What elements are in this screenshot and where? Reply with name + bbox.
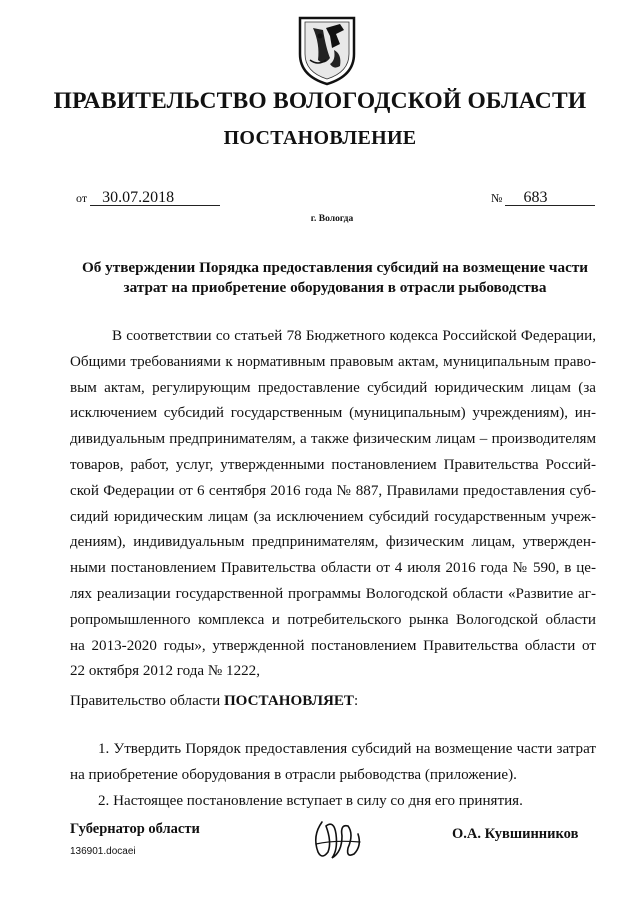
date-prefix: от <box>76 191 88 205</box>
decree-word: ПОСТАНОВЛЯЕТ <box>223 693 354 709</box>
preamble-line: Общими требованиями к нормативным правовым актам, муниципальным право- <box>70 353 596 370</box>
number-prefix: № <box>491 191 503 205</box>
preamble-line: на 2013-2020 годы», утвержденной постановлением Правительства области от <box>70 637 596 654</box>
resolution-item-1 <box>70 736 596 788</box>
coat-of-arms-icon <box>296 14 358 86</box>
file-reference: 136901.docaei <box>70 846 136 857</box>
item-line: на приобретение оборудования в отрасли рыбоводства (приложение). <box>70 767 517 783</box>
preamble-line: сидий юридическим лицам (за исключением субсидий государственным учреж- <box>70 508 596 525</box>
item-line: 2. Настоящее постановление вступает в силу со дня его принятия. <box>98 793 523 809</box>
preamble-line: ропромышленного комплекса и потребительского рынка Вологодской области <box>70 611 596 628</box>
date-value: 30.07.2018 <box>90 190 220 206</box>
preamble-line: В соответствии со статьей 78 Бюджетного кодекса Российской Федерации, <box>112 328 596 344</box>
date-field <box>76 190 220 206</box>
decree-line <box>70 693 358 710</box>
preamble-line: лях реализации государственной программы Вологодской области «Развитие аг- <box>70 585 596 602</box>
item-line: 1. Утвердить Порядок предоставления субсидий на возмещение части затрат <box>98 741 596 757</box>
subject-line: затрат на приобретение оборудования в отрасли рыбоводства <box>123 279 547 296</box>
preamble-line: 22 октября 2012 года № 1222, <box>70 663 261 680</box>
number-field <box>491 190 595 206</box>
signer-name: О.А. Кувшинников <box>452 826 579 842</box>
preamble-line: исключением субсидий государственным (муниципальным) учреждениям), ин- <box>70 405 596 422</box>
decree-suffix: : <box>353 693 359 709</box>
city: г. Вологда <box>310 214 354 224</box>
preamble-line: дениям), индивидуальным предпринимателям, физическим лицам, утвержден- <box>70 534 596 551</box>
preamble-line: ской Федерации от 6 сентября 2016 года № 887, Правилами предоставления суб- <box>70 482 596 499</box>
decree-prefix: Правительство области <box>70 693 224 709</box>
preamble-line: дивидуальным предпринимателям, а также физическим лицам – производителям <box>70 431 596 448</box>
preamble <box>70 324 596 685</box>
document-type: ПОСТАНОВЛЕНИЕ <box>223 127 417 149</box>
government-title: ПРАВИТЕЛЬСТВО ВОЛОГОДСКОЙ ОБЛАСТИ <box>53 88 587 114</box>
subject-line: Об утверждении Порядка предоставления субсидий на возмещение части <box>81 259 589 276</box>
preamble-line: ными постановлением Правительства области от 4 июля 2016 года № 590, в це- <box>70 560 596 577</box>
signer-title: Губернатор области <box>70 821 200 837</box>
signature-icon <box>308 812 366 864</box>
preamble-line: вым актам, регулирующим предоставление субсидий юридическим лицам (за <box>70 379 596 396</box>
resolution-item-2 <box>70 788 596 814</box>
preamble-line: товаров, работ, услуг, утвержденными постановлением Правительства Россий- <box>70 456 596 473</box>
document-subject <box>70 258 600 298</box>
number-value: 683 <box>505 190 595 206</box>
